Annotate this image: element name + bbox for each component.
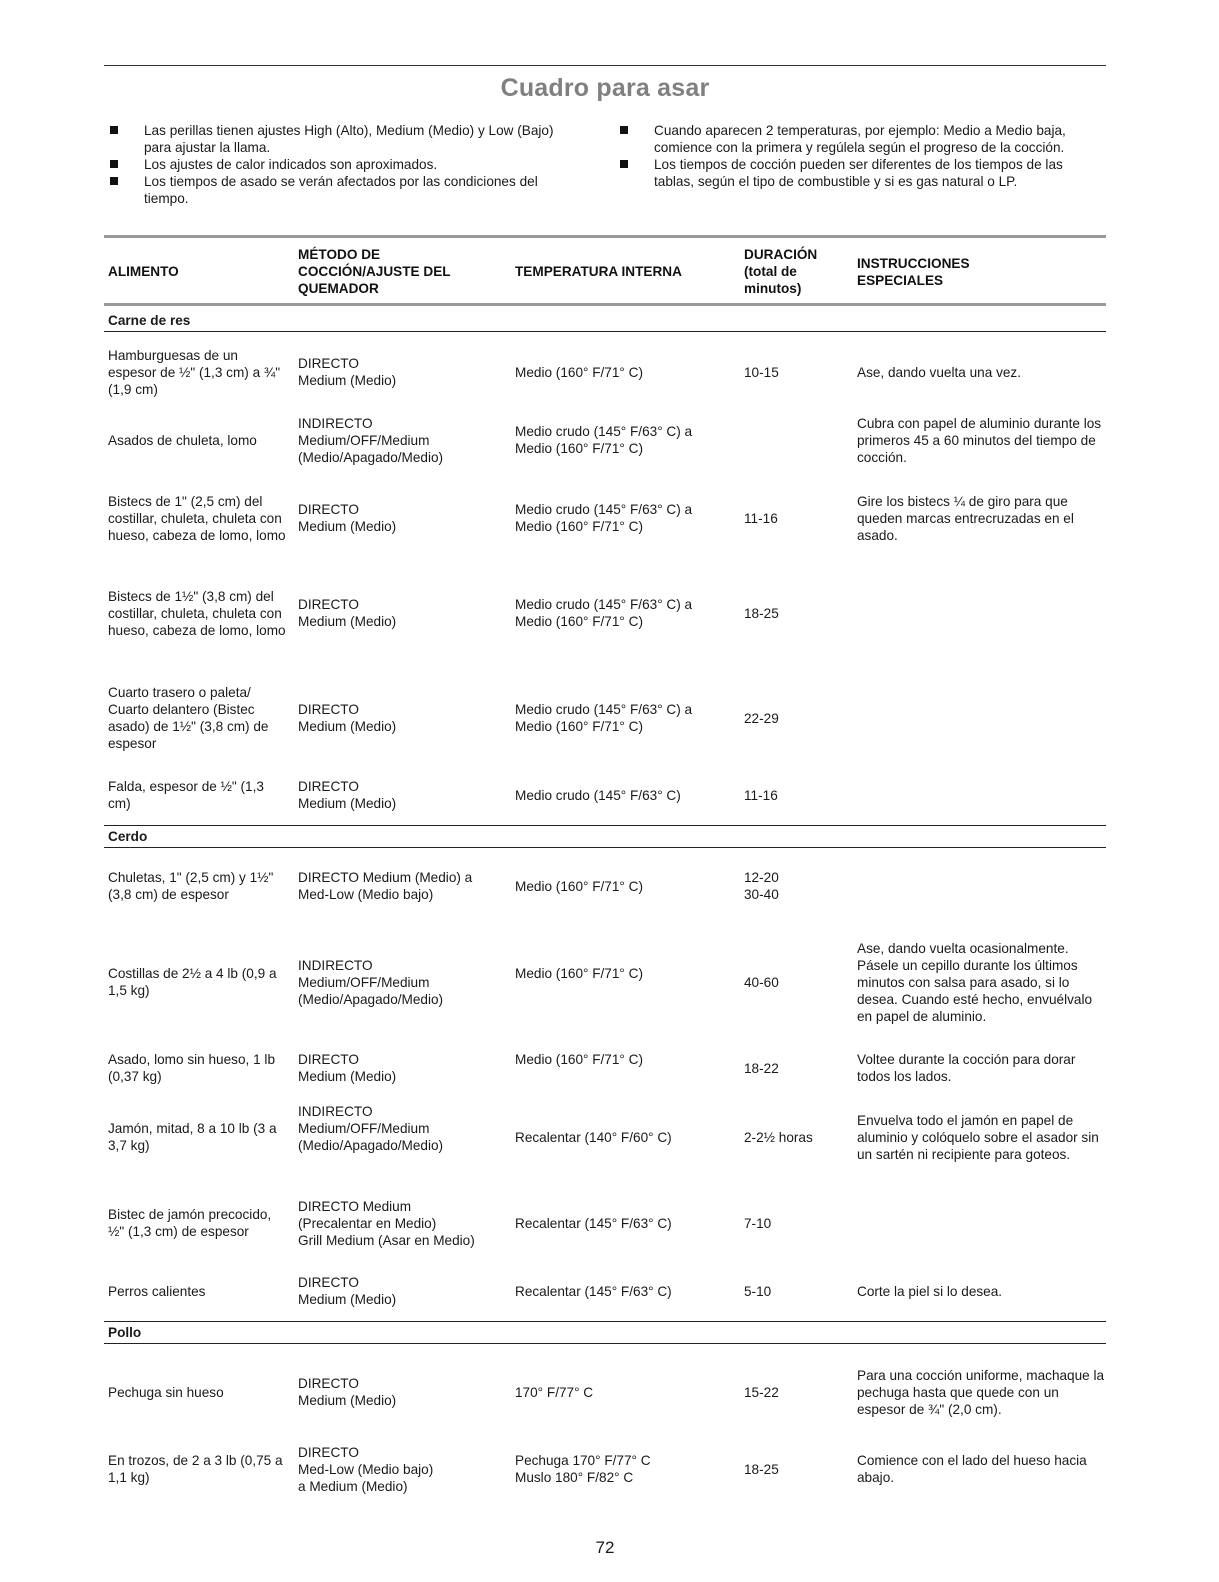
cell-duration: 2-2½ horas bbox=[744, 1129, 813, 1145]
cell-temp: Medio crudo (145° F/63° C) a Medio (160° F/71° C) bbox=[515, 597, 693, 629]
cell-method: INDIRECTO Medium/OFF/Medium (Medio/Apagado/Medio) bbox=[298, 415, 444, 465]
cell-method: INDIRECTO Medium/OFF/Medium (Medio/Apagado/Medio) bbox=[298, 1104, 444, 1153]
bullet-square-icon bbox=[110, 160, 118, 168]
cell-duration: 12-20 30-40 bbox=[744, 870, 779, 902]
category-label: Cerdo bbox=[108, 829, 148, 844]
cell-temp: Medio crudo (145° F/63° C) a Medio (160° F/71° C) bbox=[515, 502, 693, 534]
cell-temp: Medio (160° F/71° C) bbox=[515, 966, 643, 981]
cell-food: Asados de chuleta, lomo bbox=[108, 432, 257, 448]
table-row bbox=[104, 1443, 1106, 1495]
cell-duration: 18-22 bbox=[744, 1060, 779, 1076]
cell-temp: Medio crudo (145° F/63° C) a Medio (160° F/71° C) bbox=[515, 702, 693, 734]
cell-food: Chuletas, 1" (2,5 cm) y 1½" (3,8 cm) de espesor bbox=[108, 870, 274, 902]
cell-temp: Medio (160° F/71° C) bbox=[515, 878, 643, 894]
cell-duration: 15-22 bbox=[744, 1384, 779, 1400]
cell-temp: Medio crudo (145° F/63° C) a Medio (160° F/71° C) bbox=[515, 424, 693, 456]
cell-instructions: Corte la piel si lo desea. bbox=[857, 1283, 1003, 1299]
cell-method: DIRECTO Medium (Medio) bbox=[298, 502, 397, 534]
cell-duration: 40-60 bbox=[744, 974, 779, 990]
category-beef bbox=[104, 310, 1106, 332]
table-row bbox=[104, 1103, 1106, 1171]
cell-duration: 5-10 bbox=[744, 1283, 772, 1299]
table-row bbox=[104, 414, 1106, 466]
note-item: Cuando aparecen 2 temperaturas, por ejemplo: Medio a Medio baja, comience con la primera y regúlela según el progreso de la cocción. bbox=[618, 122, 1106, 156]
bullet-square-icon bbox=[620, 126, 628, 134]
cell-temp: 170° F/77° C bbox=[515, 1384, 594, 1400]
header-temp: TEMPERATURA INTERNA bbox=[515, 264, 682, 279]
cell-temp: Medio crudo (145° F/63° C) bbox=[515, 787, 681, 803]
cell-duration: 10-15 bbox=[744, 364, 779, 380]
category-label: Carne de res bbox=[108, 313, 191, 328]
cell-method: DIRECTO Medium (Medio) bbox=[298, 1275, 397, 1307]
table-row bbox=[104, 346, 1106, 398]
cell-temp: Recalentar (145° F/63° C) bbox=[515, 1283, 672, 1299]
cell-duration: 18-25 bbox=[744, 1461, 779, 1477]
cell-food: Costillas de 2½ a 4 lb (0,9 a 1,5 kg) bbox=[108, 966, 277, 998]
notes-right bbox=[618, 122, 1106, 190]
cell-temp: Medio (160° F/71° C) bbox=[515, 364, 643, 380]
cell-instructions: Para una cocción uniforme, machaque la pechuga hasta que quede con un espesor de ¾" (2,0 cm). bbox=[857, 1367, 1105, 1417]
cell-duration: 18-25 bbox=[744, 605, 779, 621]
cell-method: DIRECTO Medium (Medio) bbox=[298, 356, 397, 388]
cell-method: DIRECTO Medium (Precalentar en Medio) Grill Medium (Asar en Medio) bbox=[298, 1198, 475, 1248]
page-number: 72 bbox=[595, 1538, 615, 1557]
table-row bbox=[104, 1274, 1106, 1308]
cell-method: DIRECTO Medium (Medio) bbox=[298, 702, 397, 734]
cell-duration: 11-16 bbox=[744, 787, 778, 803]
cell-instructions: Ase, dando vuelta ocasionalmente. Pásele un cepillo durante los últimos minutos con salsa para asado, si lo desea. Cuando esté hecho, envuélvalo en papel de aluminio. bbox=[857, 940, 1093, 1024]
cell-method: DIRECTO Medium (Medio) a Med-Low (Medio bajo) bbox=[298, 870, 473, 902]
cell-food: Pechuga sin hueso bbox=[108, 1384, 224, 1400]
header-duration: DURACIÓN (total de minutos) bbox=[744, 247, 818, 296]
category-divider bbox=[104, 1343, 1106, 1344]
cell-food: En trozos, de 2 a 3 lb (0,75 a 1,1 kg) bbox=[108, 1453, 283, 1485]
note-item: Los tiempos de asado se verán afectados por las condiciones del tiempo. bbox=[108, 173, 576, 207]
cell-instructions: Voltee durante la cocción para dorar todos los lados. bbox=[857, 1052, 1076, 1084]
cell-food: Hamburguesas de un espesor de ½" (1,3 cm) a ¾" (1,9 cm) bbox=[108, 347, 281, 397]
cell-food: Jamón, mitad, 8 a 10 lb (3 a 3,7 kg) bbox=[108, 1121, 277, 1153]
page-title: Cuadro para asar bbox=[500, 74, 710, 102]
header-method: MÉTODO DE COCCIÓN/AJUSTE DEL QUEMADOR bbox=[298, 247, 451, 296]
cell-instructions: Comience con el lado del hueso hacia abajo. bbox=[857, 1453, 1087, 1485]
cell-method: DIRECTO Medium (Medio) bbox=[298, 597, 397, 629]
header-food: ALIMENTO bbox=[108, 264, 179, 279]
cell-method: DIRECTO Medium (Medio) bbox=[298, 779, 397, 811]
category-divider bbox=[104, 847, 1106, 848]
cell-method: DIRECTO Med-Low (Medio bajo) a Medium (Medio) bbox=[298, 1444, 434, 1494]
category-divider bbox=[104, 331, 1106, 332]
header-instructions: INSTRUCCIONES ESPECIALES bbox=[857, 256, 970, 288]
bullet-square-icon bbox=[620, 160, 628, 168]
top-divider bbox=[104, 65, 1106, 66]
cell-method: DIRECTO Medium (Medio) bbox=[298, 1376, 397, 1408]
cell-food: Perros calientes bbox=[108, 1283, 206, 1299]
table-row bbox=[104, 778, 1106, 812]
cell-food: Asado, lomo sin hueso, 1 lb (0,37 kg) bbox=[108, 1052, 276, 1084]
category-pork bbox=[104, 825, 1106, 848]
table-row bbox=[104, 1197, 1106, 1249]
table-row bbox=[104, 684, 1106, 752]
table-row bbox=[104, 869, 1106, 903]
cell-duration: 7-10 bbox=[744, 1215, 772, 1231]
cell-method: INDIRECTO Medium/OFF/Medium (Medio/Apagado/Medio) bbox=[298, 957, 444, 1007]
table-row bbox=[104, 579, 1106, 647]
cell-food: Bistecs de 1" (2,5 cm) del costillar, chuleta, chuleta con hueso, cabeza de lomo, lomo bbox=[108, 493, 286, 543]
cell-duration: 11-16 bbox=[744, 510, 778, 526]
cell-instructions: Cubra con papel de aluminio durante los primeros 45 a 60 minutos del tiempo de cocción. bbox=[857, 415, 1102, 465]
table-row bbox=[104, 484, 1106, 552]
note-item: Los ajustes de calor indicados son aproximados. bbox=[108, 156, 576, 173]
cell-food: Bistec de jamón precocido, ½" (1,3 cm) de espesor bbox=[108, 1207, 272, 1239]
cell-food: Bistecs de 1½" (3,8 cm) del costillar, chuleta, chuleta con hueso, cabeza de lomo, lomo bbox=[108, 588, 286, 638]
table-row bbox=[104, 1051, 1106, 1085]
cell-temp: Recalentar (145° F/63° C) bbox=[515, 1215, 672, 1231]
table-row bbox=[104, 1366, 1106, 1418]
category-label: Pollo bbox=[108, 1325, 142, 1340]
cell-instructions: Gire los bistecs ¼ de giro para que queden marcas entrecruzadas en el asado. bbox=[857, 493, 1074, 543]
cell-method: DIRECTO Medium (Medio) bbox=[298, 1052, 397, 1084]
bullet-square-icon bbox=[110, 126, 118, 134]
cell-duration: 22-29 bbox=[744, 710, 779, 726]
note-item: Las perillas tienen ajustes High (Alto), Medium (Medio) y Low (Bajo) para ajustar la llama. bbox=[108, 122, 576, 156]
header-rule-top bbox=[104, 235, 1106, 238]
cell-instructions: Ase, dando vuelta una vez. bbox=[857, 364, 1021, 380]
bullet-square-icon bbox=[110, 177, 118, 185]
cell-temp: Medio (160° F/71° C) bbox=[515, 1052, 643, 1067]
notes-left bbox=[108, 122, 576, 207]
cell-temp: Pechuga 170° F/77° C Muslo 180° F/82° C bbox=[515, 1453, 651, 1485]
cell-instructions: Envuelva todo el jamón en papel de aluminio y colóquelo sobre el asador sin un sartén ni recipiente para goteos. bbox=[857, 1112, 1099, 1162]
cell-temp: Recalentar (140° F/60° C) bbox=[515, 1129, 672, 1145]
table-row bbox=[104, 939, 1106, 1025]
cell-food: Falda, espesor de ½" (1,3 cm) bbox=[108, 779, 264, 811]
note-item: Los tiempos de cocción pueden ser diferentes de los tiempos de las tablas, según el tipo de combustible y si es gas natural o LP. bbox=[618, 156, 1106, 190]
cell-food: Cuarto trasero o paleta/ Cuarto delantero (Bistec asado) de 1½" (3,8 cm) de espesor bbox=[108, 685, 269, 751]
category-chicken bbox=[104, 1321, 1106, 1344]
header-rule-bottom bbox=[104, 303, 1106, 306]
